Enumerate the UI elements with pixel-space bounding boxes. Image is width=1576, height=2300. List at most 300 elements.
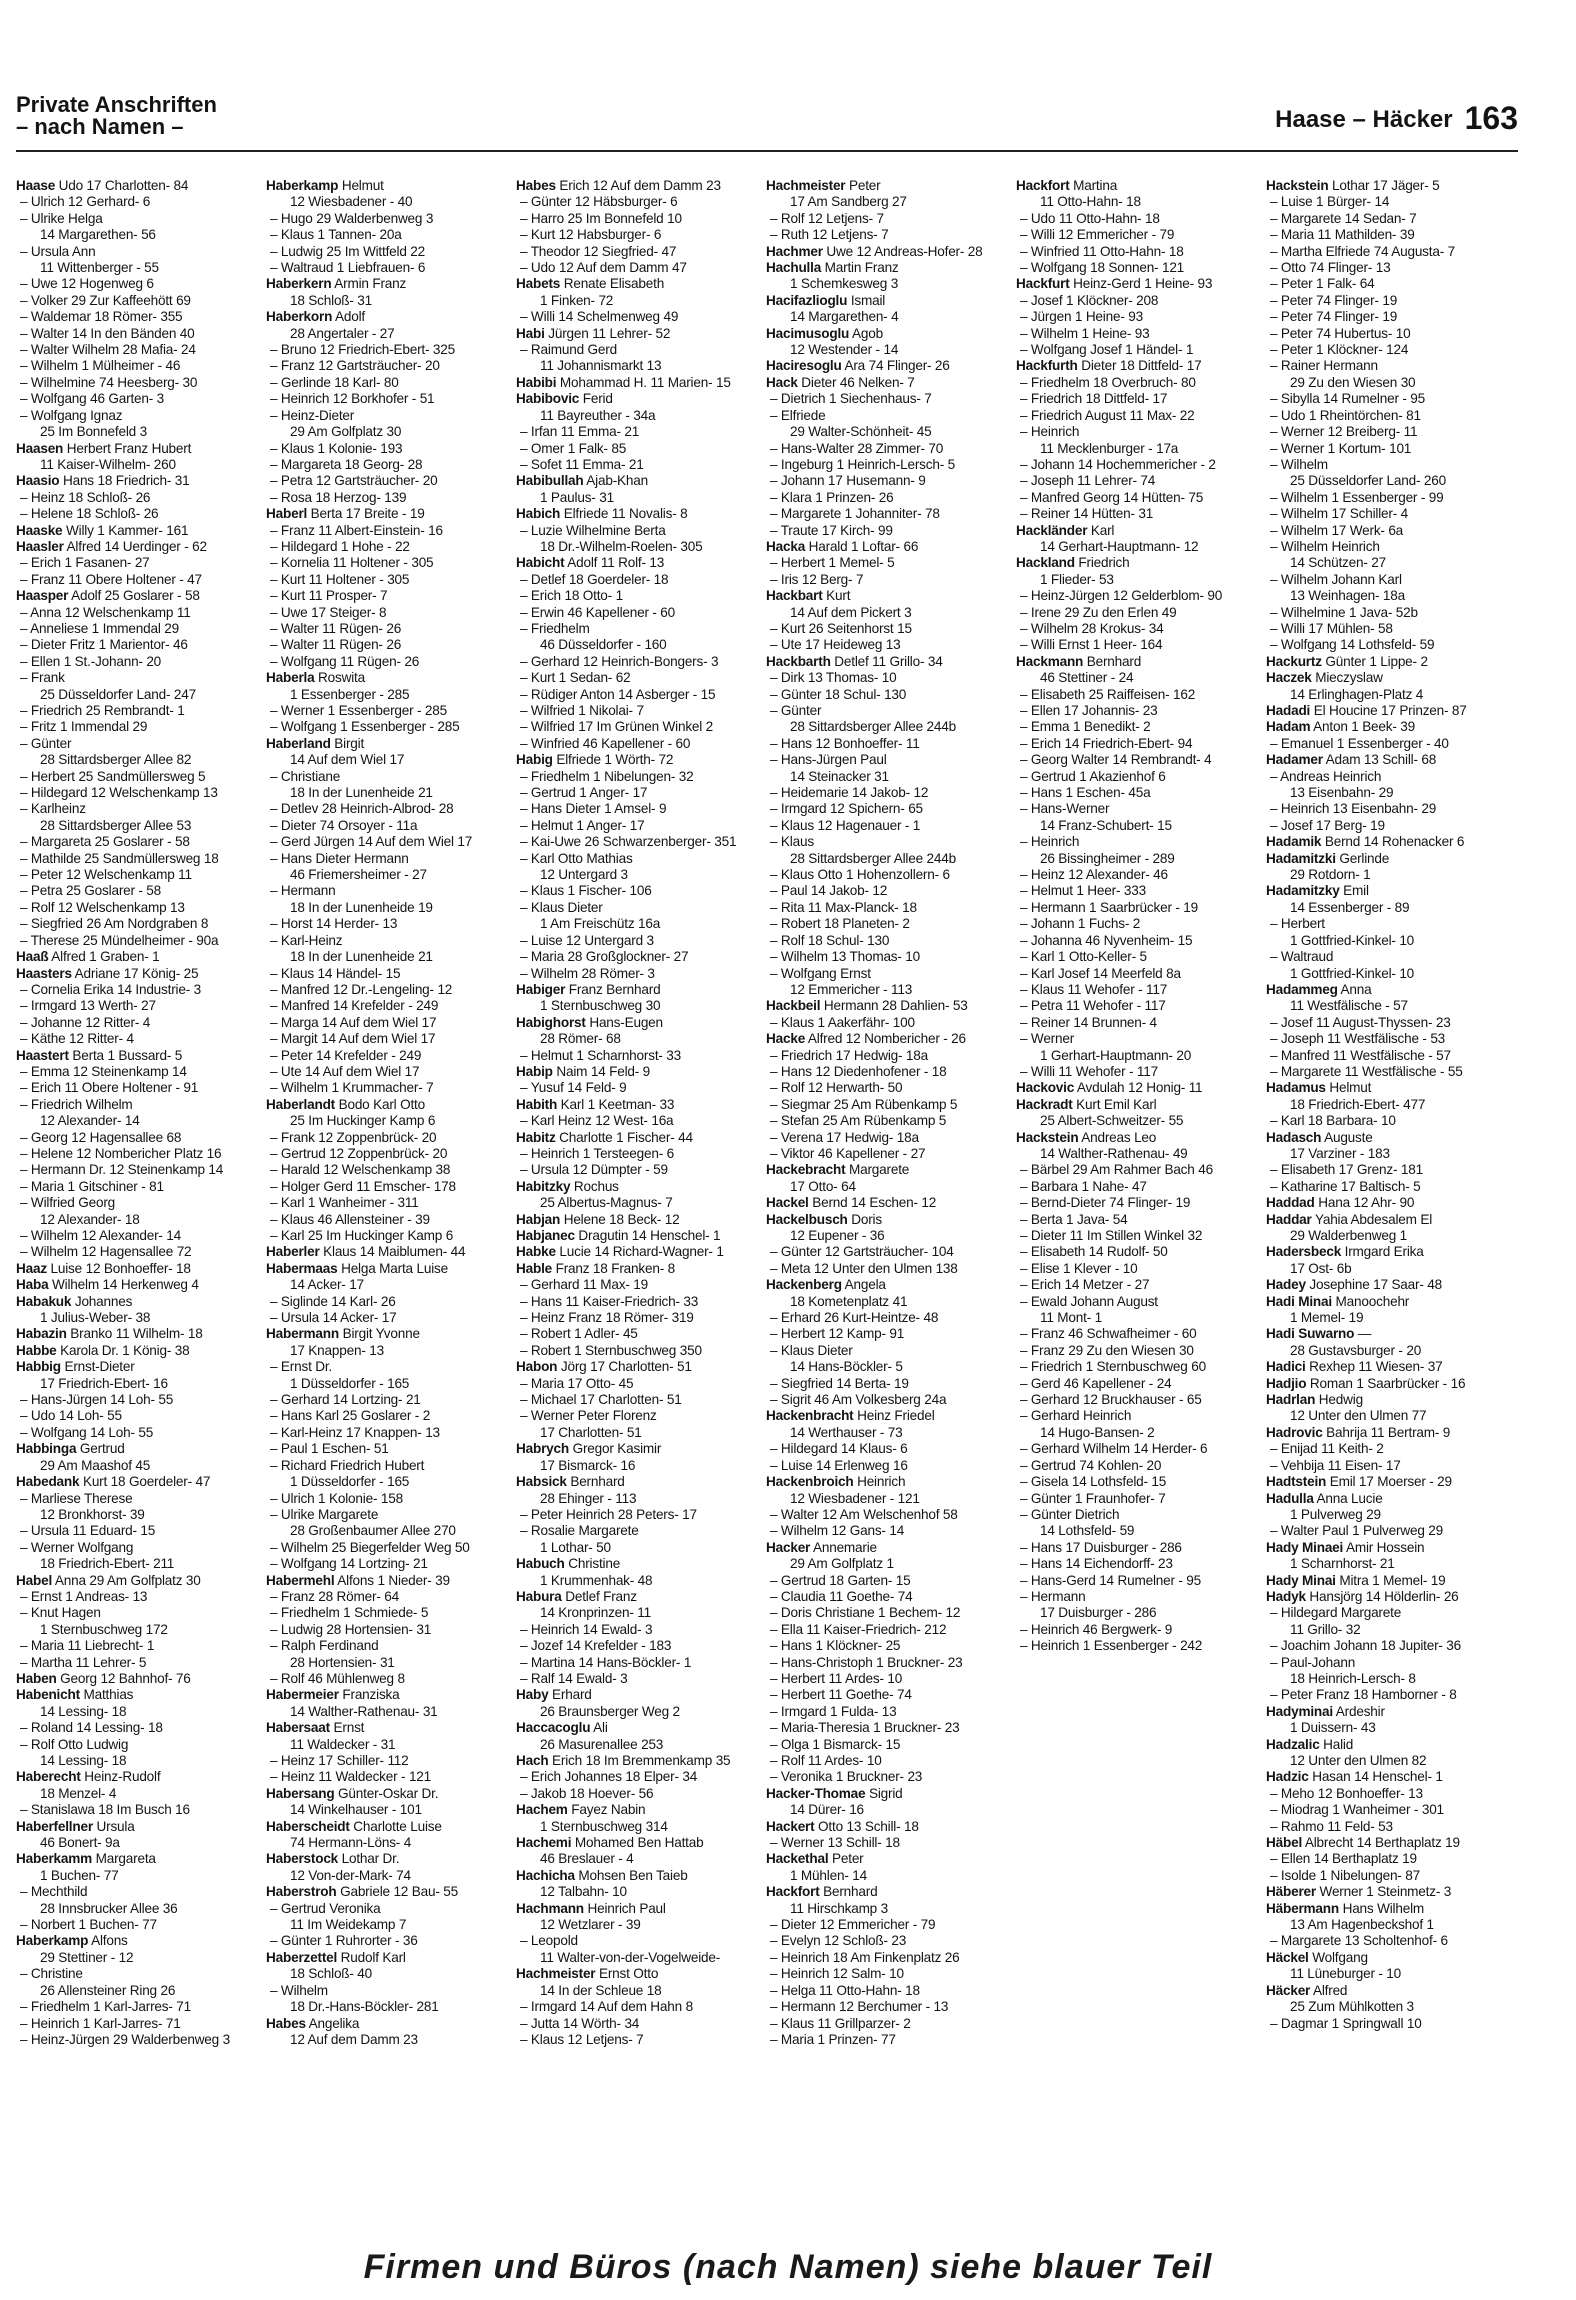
entry-line: – Emma 12 Steinenkamp 14 [20, 1063, 187, 1079]
entry-line: – Harro 25 Im Bonnefeld 10 [520, 210, 682, 226]
entry-line: – Helmut 1 Scharnhorst- 33 [520, 1047, 682, 1063]
entry-line: – Günter 18 Schul- 130 [770, 686, 907, 702]
entry-line: – Irmgard 13 Werth- 27 [20, 998, 156, 1014]
entry-address-line: 28 Gustavsburger - 20 [1290, 1342, 1422, 1358]
entry-head: Haba Wilhelm 14 Herkenweg 4 [16, 1277, 199, 1293]
entry-line: – Josef 11 August-Thyssen- 23 [1270, 1014, 1451, 1030]
surname: Habrych [516, 1441, 569, 1457]
entry-head: Habura Detlef Franz [516, 1588, 637, 1604]
entry-line: – Harald 12 Welschenkamp 38 [270, 1162, 451, 1178]
entry-address-line: 28 Hortensien- 31 [290, 1654, 395, 1670]
entry-line: – Franz 11 Albert-Einstein- 16 [270, 522, 443, 538]
surname: Hacker [766, 1539, 811, 1555]
surname: Hadamik [1266, 834, 1322, 850]
entry-line: – Gertrud 1 Akazienhof 6 [1020, 768, 1166, 784]
entry-address-line: 17 Ost- 6b [1290, 1260, 1352, 1276]
entry-line: – Stefan 25 Am Rübenkamp 5 [770, 1113, 947, 1129]
surname: Habazin [16, 1326, 67, 1342]
entry-line: – Hans Dieter Hermann [270, 850, 409, 866]
entry-line: – Christiane [270, 768, 341, 784]
entry-line: – Franz 11 Obere Holtener - 47 [20, 571, 202, 587]
entry-line: – Rolf Otto Ludwig [20, 1736, 129, 1752]
entry-line: – Detlev 28 Heinrich-Albrod- 28 [270, 801, 454, 817]
entry-line: – Peter Franz 18 Hamborner - 8 [1270, 1687, 1457, 1703]
entry-address-line: 28 Sittardsberger Allee 82 [40, 752, 192, 768]
entry-address-line: 14 Schützen- 27 [1290, 555, 1386, 571]
entry-head: Hachmeister Peter [766, 178, 881, 193]
entry-head: Habibi Mohammad H. 11 Marien- 15 [516, 374, 731, 390]
entry-head: Habiger Franz Bernhard [516, 981, 661, 997]
entry-address-line: 11 Kaiser-Wilhelm- 260 [40, 456, 176, 472]
entry-line: – Roland 14 Lessing- 18 [20, 1720, 163, 1736]
entry-line: – Udo 12 Auf dem Damm 47 [520, 260, 687, 276]
entry-address-line: 28 Angertaler - 27 [290, 325, 395, 341]
entry-line: – Wilhelm 1 Mülheimer - 46 [20, 358, 181, 374]
entry-line: – Heinz 11 Waldecker - 121 [270, 1769, 432, 1785]
surname: Haberland [266, 735, 331, 751]
entry-line: – Ellen 14 Berthaplatz 19 [1270, 1851, 1417, 1867]
entry-address-line: 25 Zum Mühlkotten 3 [1290, 1999, 1414, 2015]
entry-address-line: 12 Wiesbadener - 40 [290, 194, 413, 210]
entry-address-line: 1 Pulverweg 29 [1290, 1506, 1381, 1522]
entry-line: – Otto 74 Flinger- 13 [1270, 260, 1391, 276]
entry-line: – Erwin 46 Kapellener - 60 [520, 604, 675, 620]
surname: Hackurtz [1266, 653, 1322, 669]
entry-address-line: 46 Stettiner - 24 [1040, 670, 1134, 686]
entry-line: – Wilhelm 12 Alexander- 14 [20, 1228, 182, 1243]
surname: Haasters [16, 965, 72, 981]
surname: Haberlandt [266, 1096, 336, 1112]
entry-line: – Maria 11 Liebrecht- 1 [20, 1638, 155, 1654]
entry-line: – Hans 17 Duisburger - 286 [1020, 1539, 1182, 1555]
entry-head: Habsick Bernhard [516, 1474, 625, 1490]
surname: Hackfurt [1016, 276, 1070, 292]
entry-line: – Klaus 46 Allensteiner - 39 [270, 1211, 430, 1227]
entry-line: – Irfan 11 Emma- 21 [520, 424, 640, 440]
entry-address-line: 12 Talbahn- 10 [540, 1884, 627, 1900]
entry-address-line: 14 Margarethen- 56 [40, 227, 156, 243]
entry-head: Häcker Alfred [1266, 1982, 1348, 1998]
entry-head: Hacker-Thomae Sigrid [766, 1785, 903, 1801]
entry-line: – Frank 12 Zoppenbrück- 20 [270, 1129, 437, 1145]
surname: Haberl [266, 506, 308, 522]
entry-line: – Richard Friedrich Hubert [270, 1457, 425, 1473]
surname: Haberstroh [266, 1884, 337, 1900]
entry-head: Hady Minai Mitra 1 Memel- 19 [1266, 1572, 1446, 1588]
entry-line: – Friedrich 1 Sternbuschweg 60 [1020, 1359, 1206, 1375]
surname: Haczek [1266, 670, 1312, 686]
entry-line: – Luise 1 Bürger- 14 [1270, 194, 1390, 210]
listing-column-6 [1266, 178, 1512, 2178]
entry-head: Hadici Rexhep 11 Wiesen- 37 [1266, 1359, 1443, 1375]
entry-line: – Wilfried Georg [20, 1195, 116, 1211]
entry-line: – Wilhelmine 1 Java- 52b [1270, 604, 1418, 620]
entry-line: – Paul-Johann [1270, 1654, 1356, 1670]
entry-line: – Margarete 11 Westfälische - 55 [1270, 1063, 1463, 1079]
entry-head: Hacimusoglu Agob [766, 325, 883, 341]
surname: Habi [516, 325, 545, 341]
entry-line: – Theodor 12 Siegfried- 47 [520, 243, 677, 259]
entry-head: Hack Dieter 46 Nelken- 7 [766, 374, 915, 390]
entry-line: – Hildegard 12 Welschenkamp 13 [20, 785, 218, 801]
entry-address-line: 12 Bronkhorst- 39 [40, 1506, 145, 1522]
entry-line: – Barbara 1 Nahe- 47 [1020, 1178, 1147, 1194]
surname: Haberecht [16, 1769, 81, 1785]
surname: Habermann [266, 1326, 339, 1342]
entry-head: Hadasch Auguste [1266, 1129, 1373, 1145]
entry-line: – Helene 12 Nombericher Platz 16 [20, 1145, 222, 1161]
entry-line: – Wilhelm Heinrich [1270, 538, 1380, 554]
surname: Hackenbracht [766, 1408, 854, 1424]
entry-line: – Erich 14 Friedrich-Ebert- 94 [1020, 735, 1193, 751]
entry-line: – Kurt 11 Holtener - 305 [270, 571, 410, 587]
entry-line: – Frank [20, 670, 65, 686]
entry-line: – Mechthild [20, 1884, 88, 1900]
entry-head: Habibovic Ferid [516, 391, 613, 407]
surname: Habes [516, 178, 556, 193]
entry-line: – Peter 1 Klöckner- 124 [1270, 342, 1409, 358]
entry-line: – Franz 46 Schwafheimer - 60 [1020, 1326, 1197, 1342]
surname: Habke [516, 1244, 556, 1260]
entry-line: – Anna 12 Welschenkamp 11 [20, 604, 191, 620]
entry-line: – Heinz-Jürgen 29 Walderbenweg 3 [20, 2031, 230, 2047]
entry-address-line: 14 Kronprinzen- 11 [540, 1605, 652, 1621]
entry-line: – Klaus 1 Fischer- 106 [520, 883, 652, 899]
entry-line: – Rolf 12 Herwarth- 50 [770, 1080, 903, 1096]
entry-address-line: 11 Mont- 1 [1040, 1310, 1102, 1326]
entry-line: – Gertrud Veronika [270, 1900, 381, 1916]
entry-head: Habon Jörg 17 Charlotten- 51 [516, 1359, 692, 1375]
entry-line: – Heinz 17 Schiller- 112 [270, 1753, 409, 1768]
surname: Hadey [1266, 1277, 1306, 1293]
entry-line: – Karl 1 Otto-Keller- 5 [1020, 949, 1147, 965]
entry-line: – Manfred 11 Westfälische - 57 [1270, 1047, 1451, 1063]
entry-head: Haberzettel Rudolf Karl [266, 1949, 406, 1965]
entry-address-line: 26 Braunsberger Weg 2 [540, 1703, 680, 1719]
entry-line: – Raimund Gerd [520, 342, 617, 358]
entry-line: – Claudia 11 Goethe- 74 [770, 1588, 913, 1604]
entry-line: – Friedrich 17 Hedwig- 18a [770, 1047, 929, 1063]
entry-line: – Margarete 13 Scholtenhof- 6 [1270, 1933, 1448, 1949]
entry-line: – Uwe 17 Steiger- 8 [270, 604, 387, 620]
entry-line: – Wilhelm 12 Hagensallee 72 [20, 1244, 192, 1260]
entry-address-line: 13 Eisenbahn- 29 [1290, 785, 1394, 801]
entry-line: – Wolfgang Josef 1 Händel- 1 [1020, 342, 1194, 358]
entry-line: – Kurt 26 Seitenhorst 15 [770, 620, 912, 636]
entry-address-line: 14 Erlinghagen-Platz 4 [1290, 686, 1424, 702]
surname: Habermaas [266, 1260, 338, 1276]
surname: Häckel [1266, 1949, 1309, 1965]
entry-address-line: 28 Sittardsberger Allee 244b [790, 719, 956, 735]
entry-head: Habitzky Rochus [516, 1178, 619, 1194]
entry-address-line: 25 Albert-Schweitzer- 55 [1040, 1113, 1184, 1129]
entry-head: Hadtstein Emil 17 Moerser - 29 [1266, 1474, 1452, 1490]
surname: Hadadi [1266, 703, 1311, 718]
entry-address-line: 12 Alexander- 14 [40, 1113, 140, 1129]
entry-head: Hackel Bernd 14 Eschen- 12 [766, 1195, 937, 1211]
entry-line: – Walter 14 In den Bänden 40 [20, 325, 195, 341]
surname: Habersang [266, 1785, 335, 1801]
entry-address-line: 74 Hermann-Löns- 4 [290, 1835, 412, 1851]
entry-line: – Karl-Heinz 17 Knappen- 13 [270, 1424, 440, 1440]
entry-address-line: 25 Albertus-Magnus- 7 [540, 1195, 673, 1211]
surname: Hadamitzki [1266, 850, 1336, 866]
entry-line: – Friedhelm 1 Schmiede- 5 [270, 1605, 429, 1621]
entry-head: Hadzalic Halid [1266, 1736, 1354, 1752]
entry-head: Haberkamp Helmut [266, 178, 384, 193]
entry-address-line: 46 Bonert- 9a [40, 1835, 120, 1851]
surname: Haccacoglu [516, 1720, 591, 1736]
entry-address-line: 1 Düsseldorfer - 165 [290, 1375, 410, 1391]
entry-head: Hackfort Martina [1016, 178, 1118, 193]
surname: Haberkorn [266, 309, 333, 325]
entry-head: Habermaas Helga Marta Luise [266, 1260, 448, 1276]
entry-line: – Heinz Franz 18 Römer- 319 [520, 1310, 694, 1326]
entry-head: Hach Erich 18 Im Bremmenkamp 35 [516, 1753, 731, 1768]
entry-address-line: 12 Unter den Ulmen 77 [1290, 1408, 1427, 1424]
entry-address-line: 1 Sternbuschweg 172 [40, 1621, 168, 1637]
entry-line: – Maria 17 Otto- 45 [520, 1375, 634, 1391]
entry-address-line: 1 Lothar- 50 [540, 1539, 611, 1555]
entry-head: Hadammeg Anna [1266, 981, 1372, 997]
entry-head: Habermann Birgit Yvonne [266, 1326, 420, 1342]
entry-line: – Heinz 12 Alexander- 46 [1020, 867, 1168, 883]
surname: Hadamitzky [1266, 883, 1340, 899]
entry-head: Haaz Luise 12 Bonhoeffer- 18 [16, 1260, 191, 1276]
surname: Häberer [1266, 1884, 1316, 1900]
entry-head: Haberkorn Adolf [266, 309, 366, 325]
entry-line: – Helga 11 Otto-Hahn- 18 [770, 1982, 920, 1998]
entry-line: – Erich 11 Obere Holtener - 91 [20, 1080, 199, 1096]
entry-head: Habermeier Franziska [266, 1687, 400, 1703]
entry-line: – Heinrich 46 Bergwerk- 9 [1020, 1621, 1173, 1637]
entry-head: Hadamus Helmut [1266, 1080, 1372, 1096]
entry-line: – Heinz-Dieter [270, 407, 355, 423]
entry-line: – Peter 74 Flinger- 19 [1270, 292, 1398, 308]
entry-line: – Karl 18 Barbara- 10 [1270, 1113, 1396, 1129]
listing-column-5 [1016, 178, 1262, 2178]
surname: Habersaat [266, 1720, 330, 1736]
entry-address-line: 14 Walther-Rathenau- 31 [290, 1703, 438, 1719]
surname: Haberkamm [16, 1851, 93, 1867]
entry-head: Haberkamm Margareta [16, 1851, 156, 1867]
surname: Hackfurth [1016, 358, 1078, 374]
entry-line: – Peter 14 Krefelder - 249 [270, 1047, 422, 1063]
entry-line: – Werner Wolfgang [20, 1539, 134, 1555]
entry-address-line: 18 Schloß- 40 [290, 1966, 373, 1982]
entry-line: – Hermann 1 Saarbrücker - 19 [1020, 899, 1199, 915]
entry-line: – Werner [1020, 1031, 1075, 1047]
surname: Hady Minaei [1266, 1539, 1344, 1555]
entry-line: – Rainer Hermann [1270, 358, 1378, 374]
surname: Hadamus [1266, 1080, 1326, 1096]
entry-head: Hacka Harald 1 Loftar- 66 [766, 538, 919, 554]
surname: Hadi Minai [1266, 1293, 1332, 1309]
entry-line: – Klaus 1 Tannen- 20a [270, 227, 402, 243]
entry-line: – Wilhelm 25 Biegerfelder Weg 50 [270, 1539, 470, 1555]
entry-head: Haasio Hans 18 Friedrich- 31 [16, 473, 190, 489]
entry-line: – Walter 11 Rügen- 26 [270, 637, 402, 653]
surname: Hackländer [1016, 522, 1088, 538]
entry-line: – Bärbel 29 Am Rahmer Bach 46 [1020, 1162, 1213, 1178]
entry-line: – Martina 14 Hans-Böckler- 1 [520, 1654, 692, 1670]
entry-line: – Ludwig 28 Hortensien- 31 [270, 1621, 432, 1637]
entry-line: – Werner 1 Essenberger - 285 [270, 703, 448, 718]
entry-address-line: 14 Lothsfeld- 59 [1040, 1523, 1135, 1539]
surname: Habitzky [516, 1178, 571, 1194]
entry-head: Hackstein Andreas Leo [1016, 1129, 1157, 1145]
entry-line: – Hans 14 Eichendorff- 23 [1020, 1556, 1173, 1572]
entry-address-line: 46 Friemersheimer - 27 [290, 867, 427, 883]
entry-line: – Martha Elfriede 74 Augusta- 7 [1270, 243, 1455, 259]
surname: Habig [516, 752, 553, 768]
entry-line: – Dagmar 1 Springwall 10 [1270, 2015, 1422, 2031]
surname: Hadzic [1266, 1769, 1309, 1785]
entry-head: Haasper Adolf 25 Goslarer - 58 [16, 588, 200, 604]
entry-line: – Ralf 14 Ewald- 3 [520, 1670, 628, 1686]
surname: Hachmer [766, 243, 823, 259]
surname: Hady Minai [1266, 1572, 1336, 1588]
surname: Habermehl [266, 1572, 335, 1588]
entry-head: Habip Naim 14 Feld- 9 [516, 1063, 651, 1079]
entry-line: – Gerhard 12 Heinrich-Bongers- 3 [520, 653, 719, 669]
entry-line: – Günter 1 Ruhrorter - 36 [270, 1933, 418, 1949]
entry-head: Haberfellner Ursula [16, 1818, 135, 1834]
surname: Hackenberg [766, 1277, 842, 1293]
entry-line: – Friedhelm 18 Overbruch- 80 [1020, 374, 1196, 390]
entry-line: – Fritz 1 Immendal 29 [20, 719, 148, 735]
entry-line: – Paul 14 Jakob- 12 [770, 883, 888, 899]
entry-line: – Wilhelm 17 Schiller- 4 [1270, 506, 1408, 522]
entry-line: – Friedhelm 1 Karl-Jarres- 71 [20, 1999, 191, 2015]
surname: Habicht [516, 555, 565, 571]
entry-head: Hackfurt Heinz-Gerd 1 Heine- 93 [1016, 276, 1213, 292]
entry-head: Hackbarth Detlef 11 Grillo- 34 [766, 653, 943, 669]
surname: Hadyk [1266, 1588, 1306, 1604]
entry-line: – Friedhelm 1 Nibelungen- 32 [520, 768, 694, 784]
entry-address-line: 14 Lessing- 18 [40, 1753, 127, 1768]
entry-head: Hachmeister Ernst Otto [516, 1966, 659, 1982]
entry-line: – Ursula Ann [20, 243, 96, 259]
entry-line: – Klaus 12 Letjens- 7 [520, 2031, 644, 2047]
entry-line: – Petra 25 Goslarer - 58 [20, 883, 162, 899]
entry-line: – Katharine 17 Baltisch- 5 [1270, 1178, 1421, 1194]
entry-line: – Hermann [1020, 1588, 1086, 1604]
surname: Haben [16, 1670, 57, 1686]
entry-line: – Siglinde 14 Karl- 26 [270, 1293, 396, 1309]
entry-line: – Yusuf 14 Feld- 9 [520, 1080, 627, 1096]
section-title-line1: Private Anschriften [16, 92, 217, 117]
entry-head: Haastert Berta 1 Bussard- 5 [16, 1047, 183, 1063]
entry-line: – Marga 14 Auf dem Wiel 17 [270, 1014, 437, 1030]
entry-line: – Wolfgang Ignaz [20, 407, 123, 423]
surname: Hadi Suwarno [1266, 1326, 1355, 1342]
entry-address-line: 11 Lüneburger - 10 [1290, 1966, 1402, 1982]
entry-head: Hacker Annemarie [766, 1539, 877, 1555]
entry-address-line: 18 In der Lunenheide 21 [290, 785, 433, 801]
entry-head: Hadamitzky Emil [1266, 883, 1369, 899]
surname: Hadyminai [1266, 1703, 1333, 1719]
entry-line: – Rüdiger Anton 14 Asberger - 15 [520, 686, 716, 702]
entry-head: Haby Erhard [516, 1687, 592, 1703]
entry-head: Haberstock Lothar Dr. [266, 1851, 400, 1867]
section-title-line2: – nach Namen – [16, 114, 184, 139]
surname: Haberscheidt [266, 1818, 350, 1834]
entry-line: – Hildegard Margarete [1270, 1605, 1402, 1621]
entry-line: – Wilhelm 28 Krokus- 34 [1020, 620, 1164, 636]
entry-address-line: 17 Am Sandberg 27 [790, 194, 907, 210]
entry-line: – Ellen 1 St.-Johann- 20 [20, 653, 162, 669]
surname: Habbig [16, 1359, 61, 1375]
entry-line: – Udo 1 Rheintörchen- 81 [1270, 407, 1421, 423]
entry-line: – Heinrich 1 Essenberger - 242 [1020, 1638, 1203, 1654]
entry-head: Hackelbusch Doris [766, 1211, 882, 1227]
entry-line: – Kai-Uwe 26 Schwarzenberger- 351 [520, 834, 737, 850]
surname: Haasio [16, 473, 60, 489]
entry-head: Habrych Gregor Kasimir [516, 1441, 662, 1457]
entry-line: – Dieter 11 Im Stillen Winkel 32 [1020, 1228, 1203, 1243]
entry-line: – Cornelia Erika 14 Industrie- 3 [20, 981, 201, 997]
surname: Habedank [16, 1474, 80, 1490]
surname: Habermeier [266, 1687, 339, 1703]
entry-line: – Walter 12 Am Welschenhof 58 [770, 1506, 958, 1522]
entry-line: – Margarete 1 Johanniter- 78 [770, 506, 940, 522]
entry-line: – Wilhelm 1 Essenberger - 99 [1270, 489, 1444, 505]
surname: Hach [516, 1753, 549, 1768]
entry-line: – Klaus [770, 834, 814, 850]
entry-head: Habich Elfriede 11 Novalis- 8 [516, 506, 688, 522]
entry-head: Hachicha Mohsen Ben Taieb [516, 1867, 688, 1883]
entry-head: Haciresoglu Ara 74 Flinger- 26 [766, 358, 950, 374]
entry-line: – Werner 1 Kortum- 101 [1270, 440, 1412, 456]
surname: Haba [16, 1277, 49, 1293]
entry-head: Haberstroh Gabriele 12 Bau- 55 [266, 1884, 458, 1900]
entry-line: – Herbert 12 Kamp- 91 [770, 1326, 905, 1342]
entry-line: – Doris Christiane 1 Bechem- 12 [770, 1605, 961, 1621]
entry-line: – Udo 11 Otto-Hahn- 18 [1020, 210, 1160, 226]
entry-line: – Gerlinde 18 Karl- 80 [270, 374, 399, 390]
entry-line: – Reiner 14 Hütten- 31 [1020, 506, 1154, 522]
entry-line: – Herbert 11 Ardes- 10 [770, 1670, 903, 1686]
entry-line: – Dieter 12 Emmericher - 79 [770, 1917, 936, 1933]
entry-head: Haccacoglu Ali [516, 1720, 608, 1736]
entry-line: – Karl Otto Mathias [520, 850, 633, 866]
entry-line: – Wilhelm 28 Römer- 3 [520, 965, 655, 981]
entry-line: – Ursula 11 Eduard- 15 [20, 1523, 156, 1539]
surname: Haberstock [266, 1851, 339, 1867]
entry-head: Habermehl Alfons 1 Nieder- 39 [266, 1572, 450, 1588]
entry-line: – Jozef 14 Krefelder - 183 [520, 1638, 672, 1654]
surname: Habibullah [516, 473, 584, 489]
name-range: Haase – Häcker [1275, 106, 1453, 133]
entry-line: – Walter Wilhelm 28 Mafia- 24 [20, 342, 196, 358]
entry-head: Hadrlan Hedwig [1266, 1392, 1363, 1408]
entry-line: – Walter 11 Rügen- 26 [270, 620, 402, 636]
entry-line: – Heinrich 1 Karl-Jarres- 71 [20, 2015, 181, 2031]
entry-line: – Horst 14 Herder- 13 [270, 916, 398, 932]
entry-address-line: 1 Gerhart-Hauptmann- 20 [1040, 1047, 1192, 1063]
entry-line: – Maria 11 Mathilden- 39 [1270, 227, 1415, 243]
entry-line: – Elise 1 Klever - 10 [1020, 1260, 1138, 1276]
entry-address-line: 11 Westfälische - 57 [1290, 998, 1408, 1014]
entry-line: – Ludwig 25 Im Wittfeld 22 [270, 243, 425, 259]
entry-head: Habjanec Dragutin 14 Henschel- 1 [516, 1228, 721, 1243]
listing-column-2 [266, 178, 512, 2178]
entry-line: – Wolfgang 1 Essenberger - 285 [270, 719, 460, 735]
entry-line: – Heinrich [1020, 834, 1080, 850]
entry-line: – Volker 29 Zur Kaffeehött 69 [20, 292, 191, 308]
entry-line: – Werner 13 Schill- 18 [770, 1835, 900, 1851]
